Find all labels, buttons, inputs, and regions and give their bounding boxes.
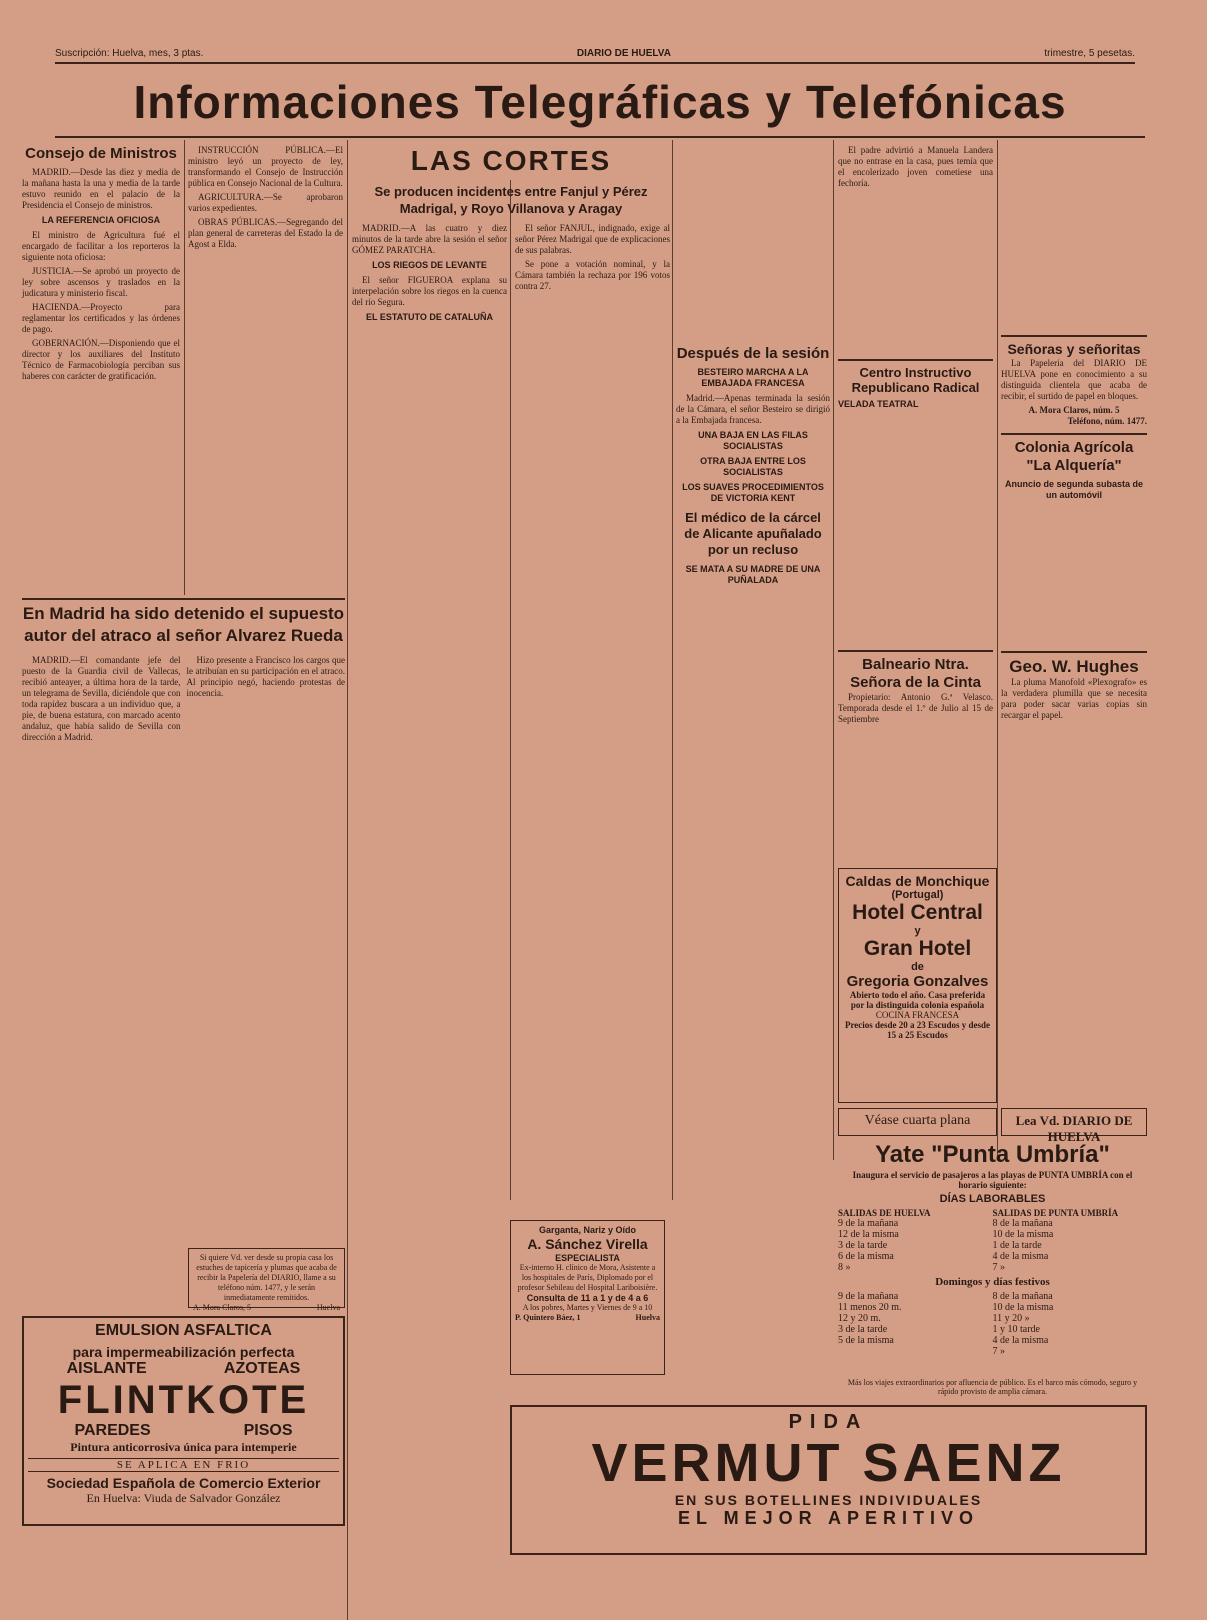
sanchez-name: A. Sánchez Virella <box>527 1236 648 1252</box>
schedule-item: 4 de la misma <box>992 1335 1049 1346</box>
consejo-body: HACIENDA.—Proyecto para reglamentar los certificados y las órdenes de pago. <box>22 302 180 334</box>
colonia-sub: Anuncio de segunda subasta de un automóvil <box>1004 479 1144 500</box>
riegos-heading: LOS RIEGOS DE LEVANTE <box>372 260 487 270</box>
salidas-huelva: SALIDAS DE HUELVA <box>838 1208 931 1218</box>
medico-title: El médico de la cárcel de Alicante apuñalado por un recluso <box>684 510 822 557</box>
hotel-precios: Precios desde 20 a 23 Escudos y desde 15 a 25 Escudos <box>844 1020 991 1040</box>
despues-sub: OTRA BAJA ENTRE LOS SOCIALISTAS <box>700 456 806 477</box>
column-consejo-cont <box>188 145 343 595</box>
schedule-item: 10 de la misma <box>992 1302 1054 1313</box>
sanchez-city: Huelva <box>635 1313 660 1322</box>
schedule-item: 5 de la misma <box>838 1335 894 1346</box>
detenido-body: MADRID.—El comandante jefe del puesto de la Guardia civil de Vallecas, recibió anteayer, a última hora de la tarde, un telegrama de Sevilla, diciéndole que con toda rapidez buscara a un individuo que, a pie, de buena estatura, con marcado acento andaluz, que había salido de Sevilla con dirección a Madrid. <box>22 655 181 742</box>
newspaper-name: DIARIO DE HUELVA <box>576 47 671 59</box>
column-consejo <box>22 145 180 595</box>
schedule-item: 3 de la tarde <box>838 1240 888 1251</box>
senoras-telefono: Teléfono, núm. 1477. <box>1067 416 1147 426</box>
col5-body: El padre advirtió a Manuela Landera que no entrase en la casa, pues temía que el encolerizado joven cometiese una fechoría. <box>838 145 993 188</box>
vermut-line1: EN SUS BOTELLINES INDIVIDUALES <box>674 1492 983 1508</box>
yate-title: Yate "Punta Umbría" <box>875 1141 1110 1168</box>
senoras-title: Señoras y señoritas <box>1001 335 1147 358</box>
cortes-body: MADRID.—A las cuatro y diez minutos de la tarde abre la sesión el señor GÓMEZ PARATCHA. <box>352 223 507 255</box>
sanchez-address: P. Quintero Báez, 1 <box>515 1313 581 1322</box>
colonia-title: Colonia Agrícola "La Alquería" <box>1001 433 1147 475</box>
rule <box>22 598 345 600</box>
masthead-rule <box>55 136 1145 138</box>
lab-huelva-list <box>838 1218 993 1273</box>
flintkote-line7: Sociedad Española de Comercio Exterior <box>46 1475 321 1491</box>
flintkote-aislante: AISLANTE <box>66 1360 147 1377</box>
schedule-item: 7 » <box>992 1262 1005 1273</box>
despues-body: Madrid.—Apenas terminada la sesión de la Cámara, el señor Besteiro se dirigió a la Embajada francesa. <box>676 393 830 425</box>
vermut-brand: VERMUT SAENZ <box>591 1433 1066 1493</box>
sanchez-role: ESPECIALISTA <box>555 1253 620 1263</box>
flintkote-line6: SE APLICA EN FRIO <box>28 1458 339 1472</box>
sanchez-body: Ex-interno H. clínico de Mora, Asistente a los hospitales de París, Diplomado por el profesor Sebileau del Hospital Lariboisière. <box>517 1263 658 1292</box>
balneario-body: Propietario: Antonio G.ª Velasco. Temporada desde el 1.º de Julio al 15 de Septiembre <box>838 692 993 724</box>
column-6 <box>1001 145 1147 1165</box>
flintkote-line2: para impermeabilización perfecta <box>72 1344 295 1360</box>
flintkote-brand: FLINTKOTE <box>57 1378 310 1422</box>
vease-box: Véase cuarta plana <box>838 1108 997 1136</box>
cortes-subtitle: Se producen incidentes entre Fanjul y Pérez Madrigal, y Royo Villanova y Aragay <box>374 184 648 216</box>
hughes-body: La pluma Manofold «Plexografo» es la verdadera plumilla que se necesita para poder sacar varias copias sin recargar el papel. <box>1001 677 1147 720</box>
sanchez-top: Garganta, Nariz y Oído <box>538 1225 637 1235</box>
schedule-item: 7 » <box>992 1346 1005 1357</box>
schedule-item: 1 de la tarde <box>992 1240 1042 1251</box>
consejo-title: Consejo de Ministros <box>25 145 177 162</box>
laborables-heading: DÍAS LABORABLES <box>939 1193 1046 1205</box>
vermut-ad <box>510 1405 1147 1555</box>
divider <box>347 140 348 1620</box>
detenido-title: En Madrid ha sido detenido el supuesto autor del atraco al señor Alvarez Rueda <box>22 604 345 645</box>
agricultura-body: AGRICULTURA.—Se aprobaron varios expedientes. <box>188 192 343 213</box>
consejo-body: GOBERNACIÓN.—Disponiendo que el director y los auxiliares del Instituto Técnico de Farmacobiología perciban sus haberes con carácter de gratificación. <box>22 338 180 381</box>
portugal-label: (Portugal) <box>891 889 944 901</box>
flintkote-paredes: PAREDES <box>74 1422 151 1439</box>
fest-huelva-list <box>838 1291 993 1357</box>
schedule-item: 6 de la misma <box>838 1251 894 1262</box>
vermut-pida: PIDA <box>788 1411 869 1433</box>
cortes-body: El señor FIGUEROA explana su interpelación sobre los riegos en la cuenca del río Segura. <box>352 275 507 307</box>
hotel-y: y <box>914 925 921 937</box>
salidas-punta: SALIDAS DE PUNTA UMBRÍA <box>992 1208 1119 1218</box>
article-detenido <box>22 603 345 1308</box>
festivos-heading: Domingos y días festivos <box>935 1276 1050 1288</box>
caldas-title: Caldas de Monchique <box>845 873 990 889</box>
despues-sub: SE MATA A SU MADRE DE UNA PUÑALADA <box>685 564 821 585</box>
referencia-heading: LA REFERENCIA OFICIOSA <box>41 215 161 225</box>
fest-punta-list <box>993 1291 1148 1357</box>
despues-sub: BESTEIRO MARCHA A LA EMBAJADA FRANCESA <box>697 367 809 388</box>
gran-hotel: Gran Hotel <box>863 937 972 960</box>
schedule-item: 11 menos 20 m. <box>838 1302 902 1313</box>
consejo-intro: MADRID.—Desde las diez y media de la mañana hasta la una y media de la tarde estuvo reunido en el palacio de la Presidencia el Consejo de ministros. <box>22 167 180 210</box>
flintkote-ad <box>22 1316 345 1526</box>
subscription-left: Suscripción: Huelva, mes, 3 ptas. <box>55 47 204 59</box>
consejo-body: JUSTICIA.—Se aprobó un proyecto de ley sobre ascensos y traslados en la judicatura y ministerio fiscal. <box>22 266 180 298</box>
centro-title: Centro Instructivo Republicano Radical <box>838 359 993 395</box>
sanchez-consulta: Consulta de 11 a 1 y de 4 a 6 <box>526 1293 649 1303</box>
flintkote-top: EMULSION ASFALTICA <box>95 1322 272 1339</box>
hotel-de: de <box>911 961 924 973</box>
cortes-title: LAS CORTES <box>410 145 612 176</box>
divider <box>184 140 185 595</box>
senoras-body: La Papelería del DIARIO DE HUELVA pone en conocimiento a su distinguida clientela que acaba de recibir, el surtido de papel en bloques. <box>1001 358 1147 401</box>
schedule-item: 3 de la tarde <box>838 1324 888 1335</box>
schedule-item: 4 de la misma <box>992 1251 1049 1262</box>
schedule-item: 12 y 20 m. <box>838 1313 881 1324</box>
papeleria-ad <box>188 1248 345 1312</box>
section-masthead: Informaciones Telegráficas y Telefónicas <box>133 76 1067 128</box>
hotel-central: Hotel Central <box>852 901 983 924</box>
cortes-body: Se pone a votación nominal, y la Cámara también la rechaza por 196 votos contra 27. <box>515 259 670 291</box>
article-despues <box>676 145 830 1195</box>
lab-punta-list <box>993 1218 1148 1273</box>
hotel-cocina: COCINA FRANCESA <box>875 1010 960 1020</box>
divider <box>833 140 834 1160</box>
schedule-item: 11 y 20 » <box>992 1313 1030 1324</box>
senoras-address: A. Mora Claros, núm. 5 <box>1028 405 1120 415</box>
divider <box>672 140 673 1200</box>
sanchez-pobres: A los pobres, Martes y Viernes de 9 a 10 <box>522 1303 653 1312</box>
hotel-ad <box>838 868 997 1103</box>
schedule-item: 9 de la mañana <box>838 1291 899 1302</box>
consejo-body: El ministro de Agricultura fué el encargado de facilitar a los reporteros la siguiente nota oficiosa: <box>22 230 180 262</box>
schedule-item: 12 de la misma <box>838 1229 899 1240</box>
despues-sub: UNA BAJA EN LAS FILAS SOCIALISTAS <box>698 430 808 451</box>
article-cortes <box>352 145 670 1195</box>
estatuto-heading: EL ESTATUTO DE CATALUÑA <box>366 312 493 322</box>
balneario-title: Balneario Ntra. Señora de la Cinta <box>838 650 993 692</box>
hughes-title: Geo. W. Hughes <box>1001 651 1147 677</box>
flintkote-line5: Pintura anticorrosiva única para intemperie <box>70 1440 297 1454</box>
velada-heading: VELADA TEATRAL <box>838 399 919 409</box>
yate-ad <box>838 1140 1147 1375</box>
hotel-owner: Gregoria Gonzalves <box>846 973 989 990</box>
despues-title: Después de la sesión <box>676 345 830 362</box>
schedule-item: 1 y 10 tarde <box>992 1324 1040 1335</box>
instruccion-body: INSTRUCCIÓN PÚBLICA.—El ministro leyó un proyecto de ley, transformando el Consejo de Instrucción pública en Consejo Nacional de la Cultura. <box>188 145 343 188</box>
yate-intro: Inaugura el servicio de pasajeros a las playas de PUNTA UMBRÍA con el horario siguiente: <box>852 1170 1133 1190</box>
flintkote-pisos: PISOS <box>243 1422 293 1439</box>
detenido-body: Hizo presente a Francisco los cargos que le atribuían en su participación en el atraco. Al principio negó, haciendo protestas de inocencia. <box>186 655 345 698</box>
schedule-item: 8 » <box>838 1262 851 1273</box>
flintkote-line8: En Huelva: Viuda de Salvador González <box>86 1491 281 1505</box>
flintkote-azoteas: AZOTEAS <box>223 1360 301 1377</box>
obras-body: OBRAS PÚBLICAS.—Segregando del plan general de carreteras del Estado la de Agost a Elda. <box>188 217 343 249</box>
yate-footer: Más los viajes extraordinarios por afluencia de público. Es el barco más cómodo, seguro y rápido provisto de amplia cámara. <box>847 1378 1138 1396</box>
cortes-body: El señor FANJUL, indignado, exige al señor Pérez Madrigal que de explicaciones de sus palabras. <box>515 223 670 255</box>
sanchez-ad <box>510 1220 665 1375</box>
divider <box>997 140 998 1160</box>
schedule-item: 8 de la mañana <box>992 1291 1053 1302</box>
papeleria-address: A. Mora Claros, 5 <box>193 1303 251 1312</box>
papeleria-body: Si quiere Vd. ver desde su propia casa los estuches de tapicería y plumas que acaba de recibir la Papelería del DIARIO, llame a su teléfono núm. 1477, y le serán inmediatamente remitidos. <box>196 1253 337 1302</box>
schedule-item: 9 de la mañana <box>838 1218 899 1229</box>
page-header <box>55 44 1135 64</box>
schedule-item: 10 de la misma <box>992 1229 1054 1240</box>
despues-sub: LOS SUAVES PROCEDIMIENTOS DE VICTORIA KENT <box>682 482 824 503</box>
vermut-line2: EL MEJOR APERITIVO <box>677 1508 980 1528</box>
hotel-body: Abierto todo el año. Casa preferida por la distinguida colonia española <box>849 990 986 1010</box>
subscription-right: trimestre, 5 pesetas. <box>1044 47 1135 59</box>
schedule-item: 8 de la mañana <box>992 1218 1053 1229</box>
papeleria-city: Huelva <box>316 1303 340 1312</box>
lea-box: Lea Vd. DIARIO DE HUELVA <box>1001 1108 1147 1136</box>
